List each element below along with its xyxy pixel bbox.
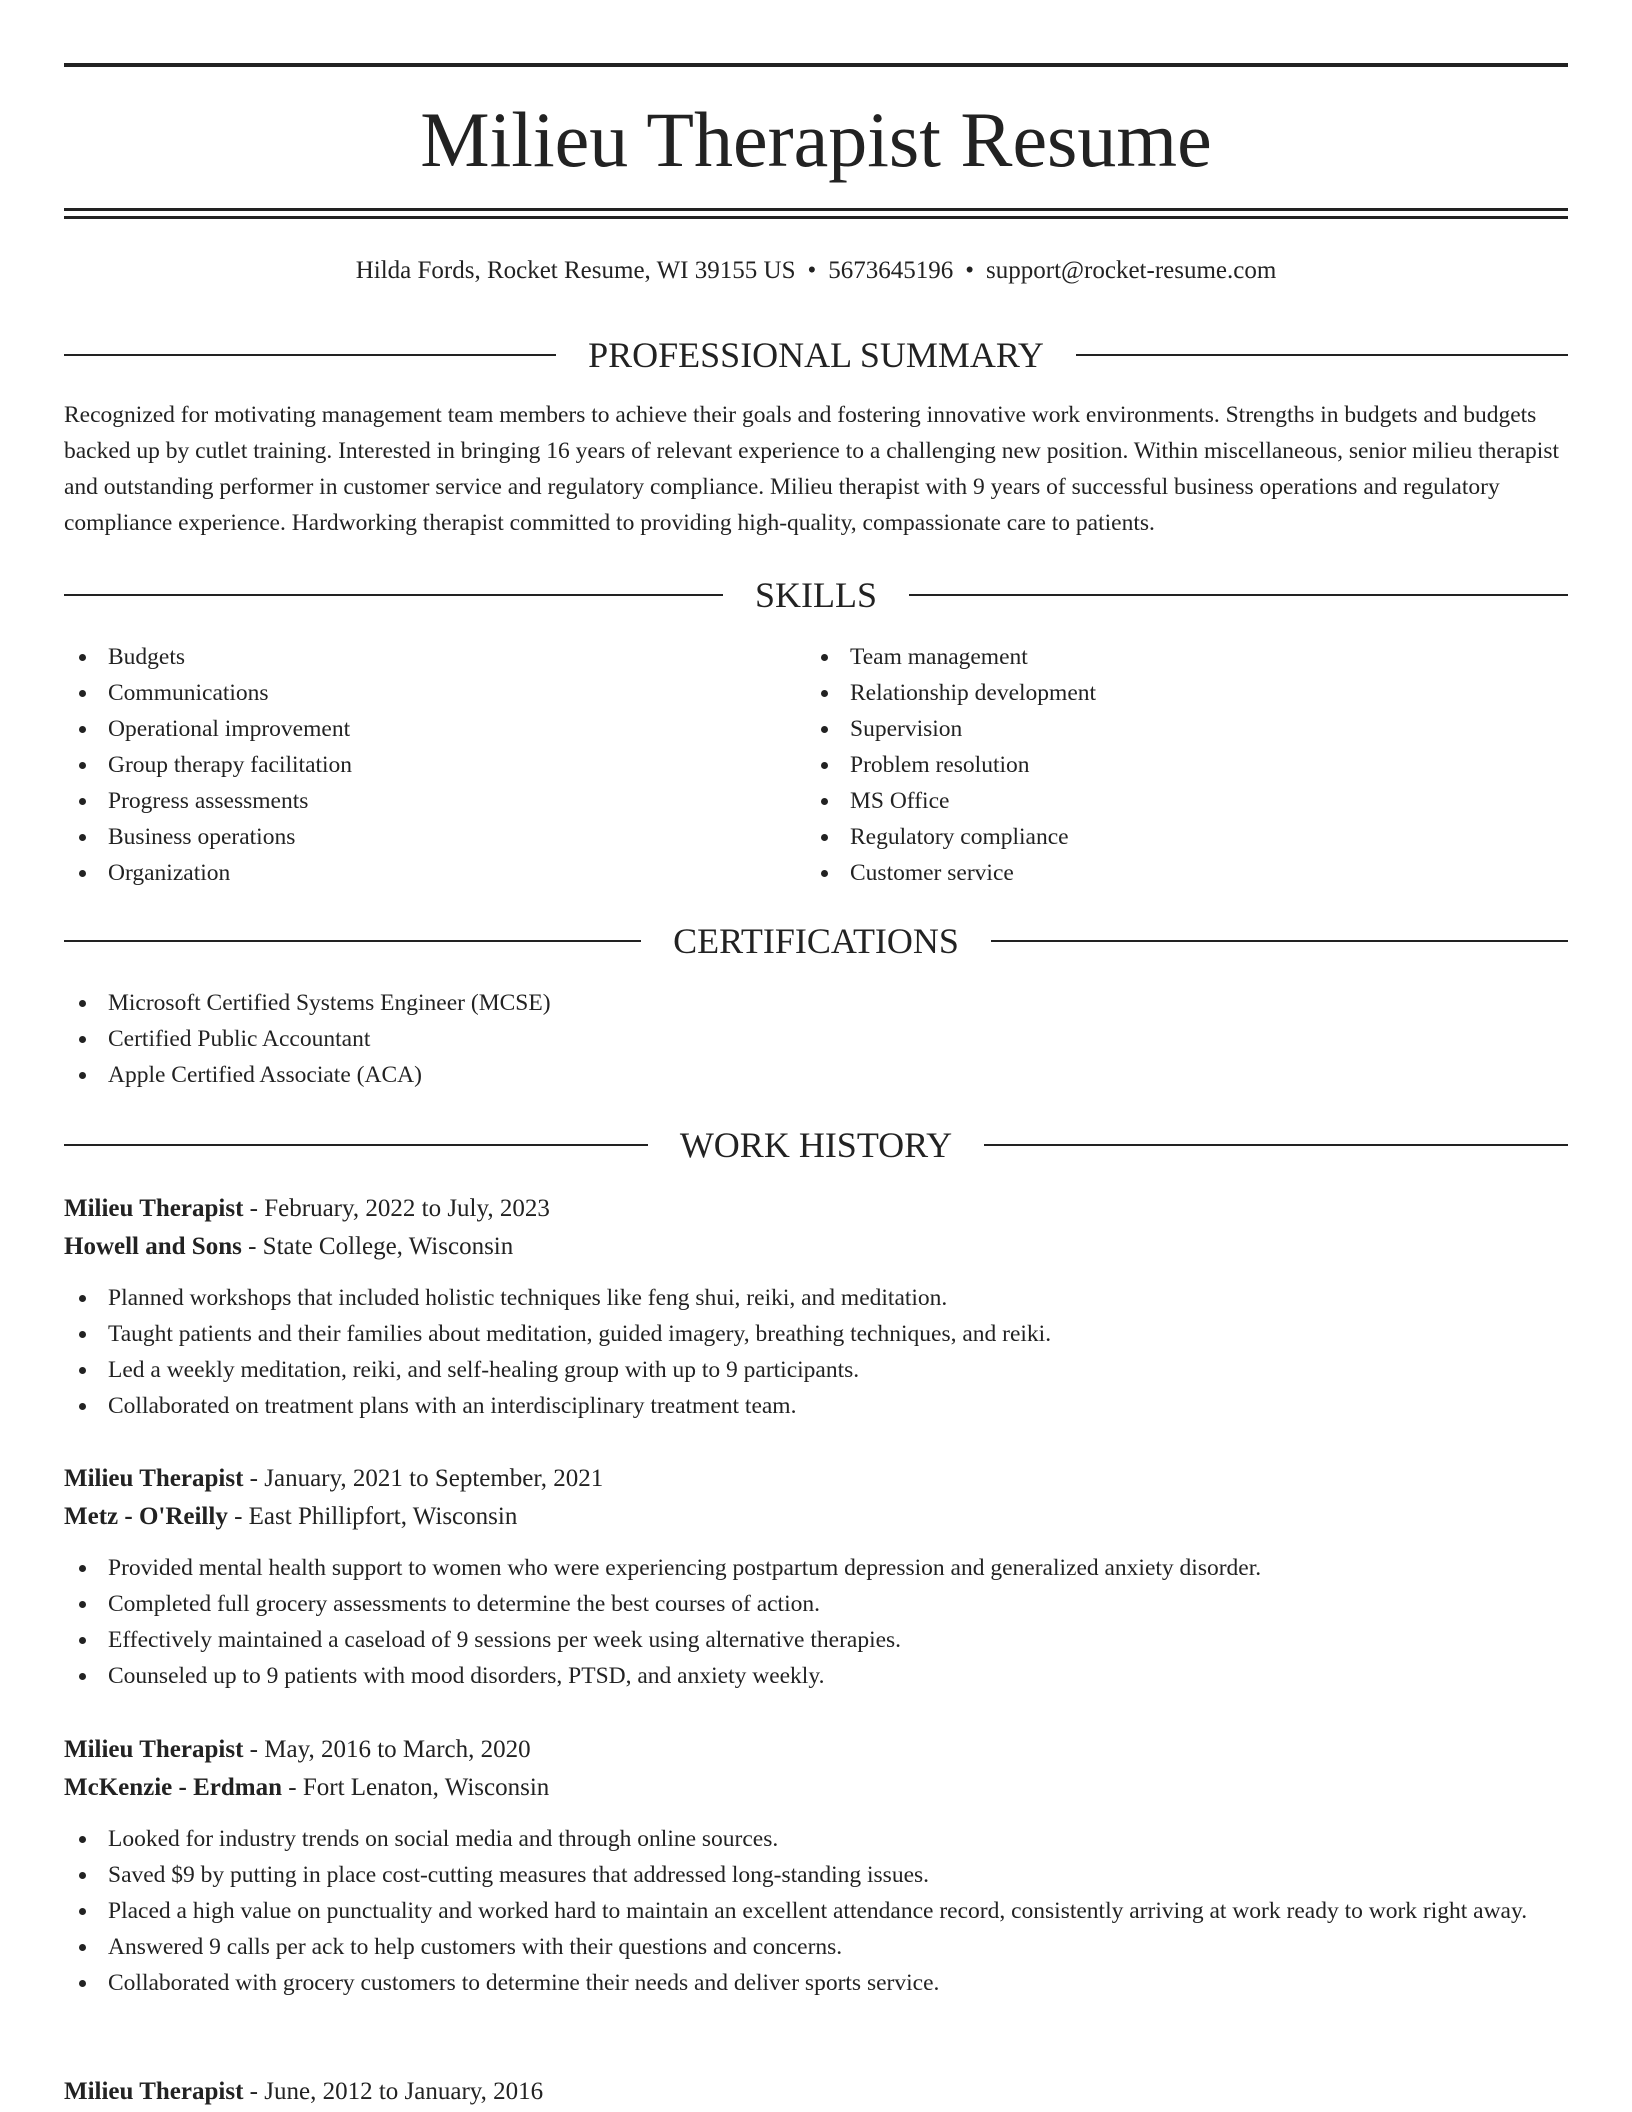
skills-section-header xyxy=(64,573,1568,617)
section-rule-left xyxy=(64,1144,648,1146)
page-title: Milieu Therapist Resume xyxy=(420,96,1212,183)
list-item: Apple Certified Associate (ACA) xyxy=(64,1057,1568,1093)
job-bullets xyxy=(64,1821,1568,2001)
job-location: State College, Wisconsin xyxy=(262,1233,514,1260)
job-entry xyxy=(64,1190,1568,1424)
list-item: Collaborated on treatment plans with an interdisciplinary treatment team. xyxy=(64,1388,1568,1424)
job-dates: June, 2012 to January, 2016 xyxy=(264,2078,544,2105)
contact-line xyxy=(64,252,1568,290)
list-item: Collaborated with grocery customers to determine their needs and deliver sports service. xyxy=(64,1965,1568,2001)
job-location: East Phillipfort, Wisconsin xyxy=(248,1503,518,1530)
section-rule-right xyxy=(1076,354,1568,356)
list-item: Effectively maintained a caseload of 9 sessions per week using alternative therapies. xyxy=(64,1622,1568,1658)
list-item: Operational improvement xyxy=(64,711,764,747)
summary-section-header xyxy=(64,333,1568,377)
list-item: Communications xyxy=(64,675,764,711)
section-rule-left xyxy=(64,940,641,942)
job-company-line: Howell and Sons - State College, Wisconsin xyxy=(64,1233,514,1260)
list-item: Group therapy facilitation xyxy=(64,747,764,783)
list-item: Budgets xyxy=(64,639,764,675)
list-item: Team management xyxy=(806,639,1506,675)
job-title: Milieu Therapist xyxy=(64,2078,244,2105)
job-title-line: Milieu Therapist - January, 2021 to September, 2021 xyxy=(64,1465,604,1492)
job-company-line: McKenzie - Erdman - Fort Lenaton, Wisconsin xyxy=(64,1774,550,1801)
list-item: Provided mental health support to women who were experiencing postpartum depression and generalized anxiety disorder. xyxy=(64,1550,1568,1586)
contact-phone: 5673645196 xyxy=(828,257,954,284)
section-rule-left xyxy=(64,594,723,596)
job-company: McKenzie - Erdman xyxy=(64,1774,283,1801)
skills-list-left xyxy=(64,639,764,891)
job-dates: May, 2016 to March, 2020 xyxy=(264,1736,531,1763)
header-top-rule xyxy=(64,63,1568,67)
job-dates: February, 2022 to July, 2023 xyxy=(264,1195,550,1222)
list-item: Taught patients and their families about meditation, guided imagery, breathing techniques, and reiki. xyxy=(64,1316,1568,1352)
contact-address: Hilda Fords, Rocket Resume, WI 39155 US xyxy=(355,257,796,284)
skills-heading: SKILLS xyxy=(755,575,878,615)
list-item: Organization xyxy=(64,855,764,891)
list-item: Progress assessments xyxy=(64,783,764,819)
list-item: Looked for industry trends on social media and through online sources. xyxy=(64,1821,1568,1857)
section-rule-left xyxy=(64,354,556,356)
skills-list-right xyxy=(806,639,1506,891)
job-title-line: Milieu Therapist - February, 2022 to July, 2023 xyxy=(64,1195,550,1222)
job-title-line: Milieu Therapist - June, 2012 to January, 2016 xyxy=(64,2078,544,2105)
list-item: Counseled up to 9 patients with mood disorders, PTSD, and anxiety weekly. xyxy=(64,1658,1568,1694)
contact-separator: • xyxy=(807,257,817,284)
list-item: Led a weekly meditation, reiki, and self-healing group with up to 9 participants. xyxy=(64,1352,1568,1388)
certifications-heading: CERTIFICATIONS xyxy=(673,921,959,961)
job-entry xyxy=(64,1460,1568,1694)
job-bullets xyxy=(64,1550,1568,1694)
list-item: Business operations xyxy=(64,819,764,855)
job-location: Fort Lenaton, Wisconsin xyxy=(302,1774,550,1801)
list-item: Saved $9 by putting in place cost-cutting measures that addressed long-standing issues. xyxy=(64,1857,1568,1893)
job-company: Howell and Sons xyxy=(64,1233,242,1260)
list-item: Certified Public Accountant xyxy=(64,1021,1568,1057)
job-title: Milieu Therapist xyxy=(64,1195,244,1222)
certifications-list xyxy=(64,985,1568,1093)
header-double-rule-upper xyxy=(64,208,1568,211)
contact-email: support@rocket-resume.com xyxy=(986,257,1277,284)
list-item: Planned workshops that included holistic techniques like feng shui, reiki, and meditation. xyxy=(64,1280,1568,1316)
summary-heading: PROFESSIONAL SUMMARY xyxy=(588,335,1044,375)
job-title-line: Milieu Therapist - May, 2016 to March, 2020 xyxy=(64,1736,531,1763)
section-rule-right xyxy=(984,1144,1568,1146)
header-double-rule-lower xyxy=(64,216,1568,219)
work-history-heading: WORK HISTORY xyxy=(679,1125,953,1165)
list-item: Answered 9 calls per ack to help customers with their questions and concerns. xyxy=(64,1929,1568,1965)
summary-text: Recognized for motivating management team members to achieve their goals and fostering innovative work environments. Strengths in budgets and budgets backed up by cutlet training. Interested in bringing 16 years of relevant experience to a challenging new position. Within miscellaneous, senior milieu therapist and outstanding performer in customer service and regulatory compliance. Milieu therapist with 9 years of successful business operations and regulatory compliance experience. Hardworking therapist committed to providing high-quality, compassionate care to patients. xyxy=(64,402,1560,536)
job-title: Milieu Therapist xyxy=(64,1736,244,1763)
list-item: Microsoft Certified Systems Engineer (MCSE) xyxy=(64,985,1568,1021)
work-history-section-header xyxy=(64,1123,1568,1167)
section-rule-right xyxy=(991,940,1568,942)
job-entry xyxy=(64,2073,1568,2111)
job-dates: January, 2021 to September, 2021 xyxy=(264,1465,604,1492)
list-item: Problem resolution xyxy=(806,747,1506,783)
job-entry xyxy=(64,1731,1568,2001)
list-item: Customer service xyxy=(806,855,1506,891)
contact-separator: • xyxy=(965,257,975,284)
list-item: Completed full grocery assessments to determine the best courses of action. xyxy=(64,1586,1568,1622)
list-item: Regulatory compliance xyxy=(806,819,1506,855)
job-company: Metz - O'Reilly xyxy=(64,1503,228,1530)
section-rule-right xyxy=(909,594,1568,596)
list-item: Relationship development xyxy=(806,675,1506,711)
job-bullets xyxy=(64,1280,1568,1424)
job-title: Milieu Therapist xyxy=(64,1465,244,1492)
job-company-line: Metz - O'Reilly - East Phillipfort, Wisconsin xyxy=(64,1503,518,1530)
list-item: Supervision xyxy=(806,711,1506,747)
list-item: MS Office xyxy=(806,783,1506,819)
list-item: Placed a high value on punctuality and worked hard to maintain an excellent attendance record, consistently arriving at work ready to work right away. xyxy=(64,1893,1568,1929)
certifications-section-header xyxy=(64,919,1568,963)
